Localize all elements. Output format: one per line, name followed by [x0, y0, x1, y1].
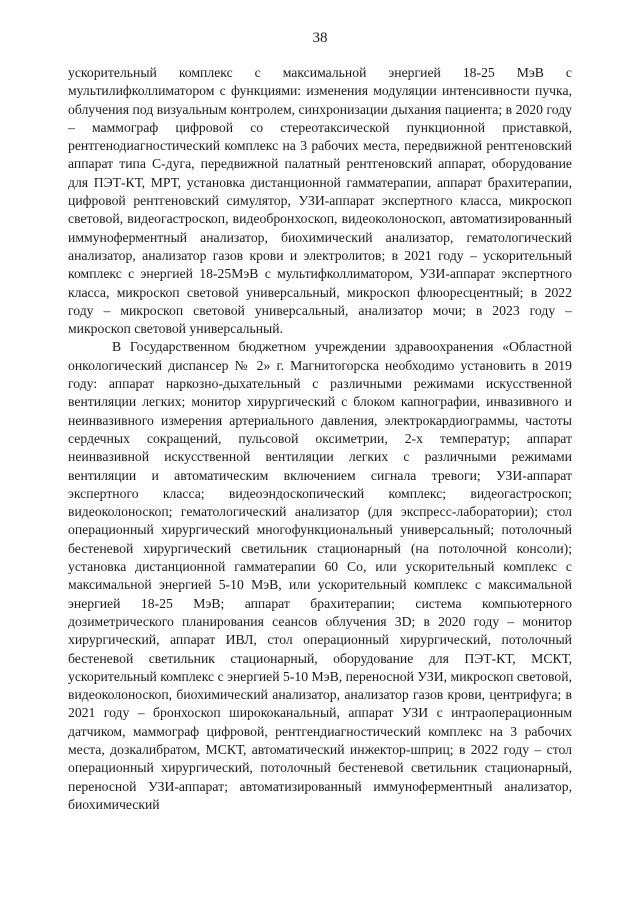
- paragraph-magnitogorsk-dispensary: В Государственном бюджетном учреждении здравоохранения «Областной онкологический диспансер № 2» г. Магнитогорска необходимо установить в 2019 году: аппарат наркозно-дыхательный с различными режимами искусственной вентиляции легких; монитор хирургический с блоком капнографии, инвазивного и неинвазивного измерения артериального давления, электрокардиограммы, частоты сердечных сокращений, пульсовой оксиметрии, 2-х температур; аппарат неинвазивной искусственной вентиляции легких с различными режимами вентиляции и автоматическим включением сигнала тревоги; УЗИ-аппарат экспертного класса; видеоэндоскопический комплекс; видеогастроскоп; видеоколоноскоп; гематологический анализатор (для экспресс-лаборатории); стол операционный хирургический многофункциональный универсальный; потолочный бестеневой хирургический светильник стационарный (на потолочной консоли); установка дистанционной гамматерапии 60 Со, или ускорительный комплекс с максимальной энергией 5-10 МэВ, или ускорительный комплекс с максимальной энергией 18-25 МэВ; аппарат брахитерапии; система компьютерного дозиметрического планирования сеансов облучения 3D; в 2020 году – монитор хирургический, аппарат ИВЛ, стол операционный хирургический, потолочный бестеневой светильник стационарный, оборудование для ПЭТ-КТ, МСКТ, ускорительный комплекс с энергией 5-10 МэВ, переносной УЗИ, микроскоп световой, видеоколоноскоп, биохимический анализатор, анализатор газов крови, центрифуга; в 2021 году – бронхоскоп ширококанальный, аппарат УЗИ с интраоперационным датчиком, маммограф цифровой, рентгендиагностический комплекс на 3 рабочих места, дозкалибратом, МСКТ, автоматический инжектор-шприц; в 2022 году – стол операционный хирургический, потолочный бестеневой светильник стационарный, переносной УЗИ-аппарат; автоматизированный иммуноферментный анализатор, биохимический: [68, 339, 572, 812]
- paragraph-continuation: ускорительный комплекс с максимальной энергией 18-25 МэВ с мультилифколлиматором с функциями: изменения модуляции интенсивности пучка, облучения под визуальным контролем, синхронизации дыхания пациента; в 2020 году – маммограф цифровой со стереотаксической пункционной приставкой, рентгенодиагностический комплекс на 3 рабочих места, передвижной рентгеновский аппарат типа С-дуга, передвижной палатный рентгеновский аппарат, оборудование для ПЭТ-КТ, МРТ, установка дистанционной гамматерапии, аппарат брахитерапии, цифровой рентгеновский симулятор, УЗИ-аппарат экспертного класса, микроскоп световой, видеогастроскоп, видеобронхоскоп, видеоколоноскоп, автоматизированный иммуноферментный анализатор, биохимический анализатор, гематологический анализатор, анализатор газов крови и электролитов; в 2021 году – ускорительный комплекс с энергией 18-25МэВ с мультифколлиматором, УЗИ-аппарат экспертного класса, микроскоп световой универсальный, микроскоп флюоресцентный; в 2022 году – микроскоп световой универсальный, анализатор мочи; в 2023 году – микроскоп световой универсальный.: [68, 65, 572, 337]
- body-text: [68, 64, 572, 814]
- page-number: 38: [312, 30, 328, 46]
